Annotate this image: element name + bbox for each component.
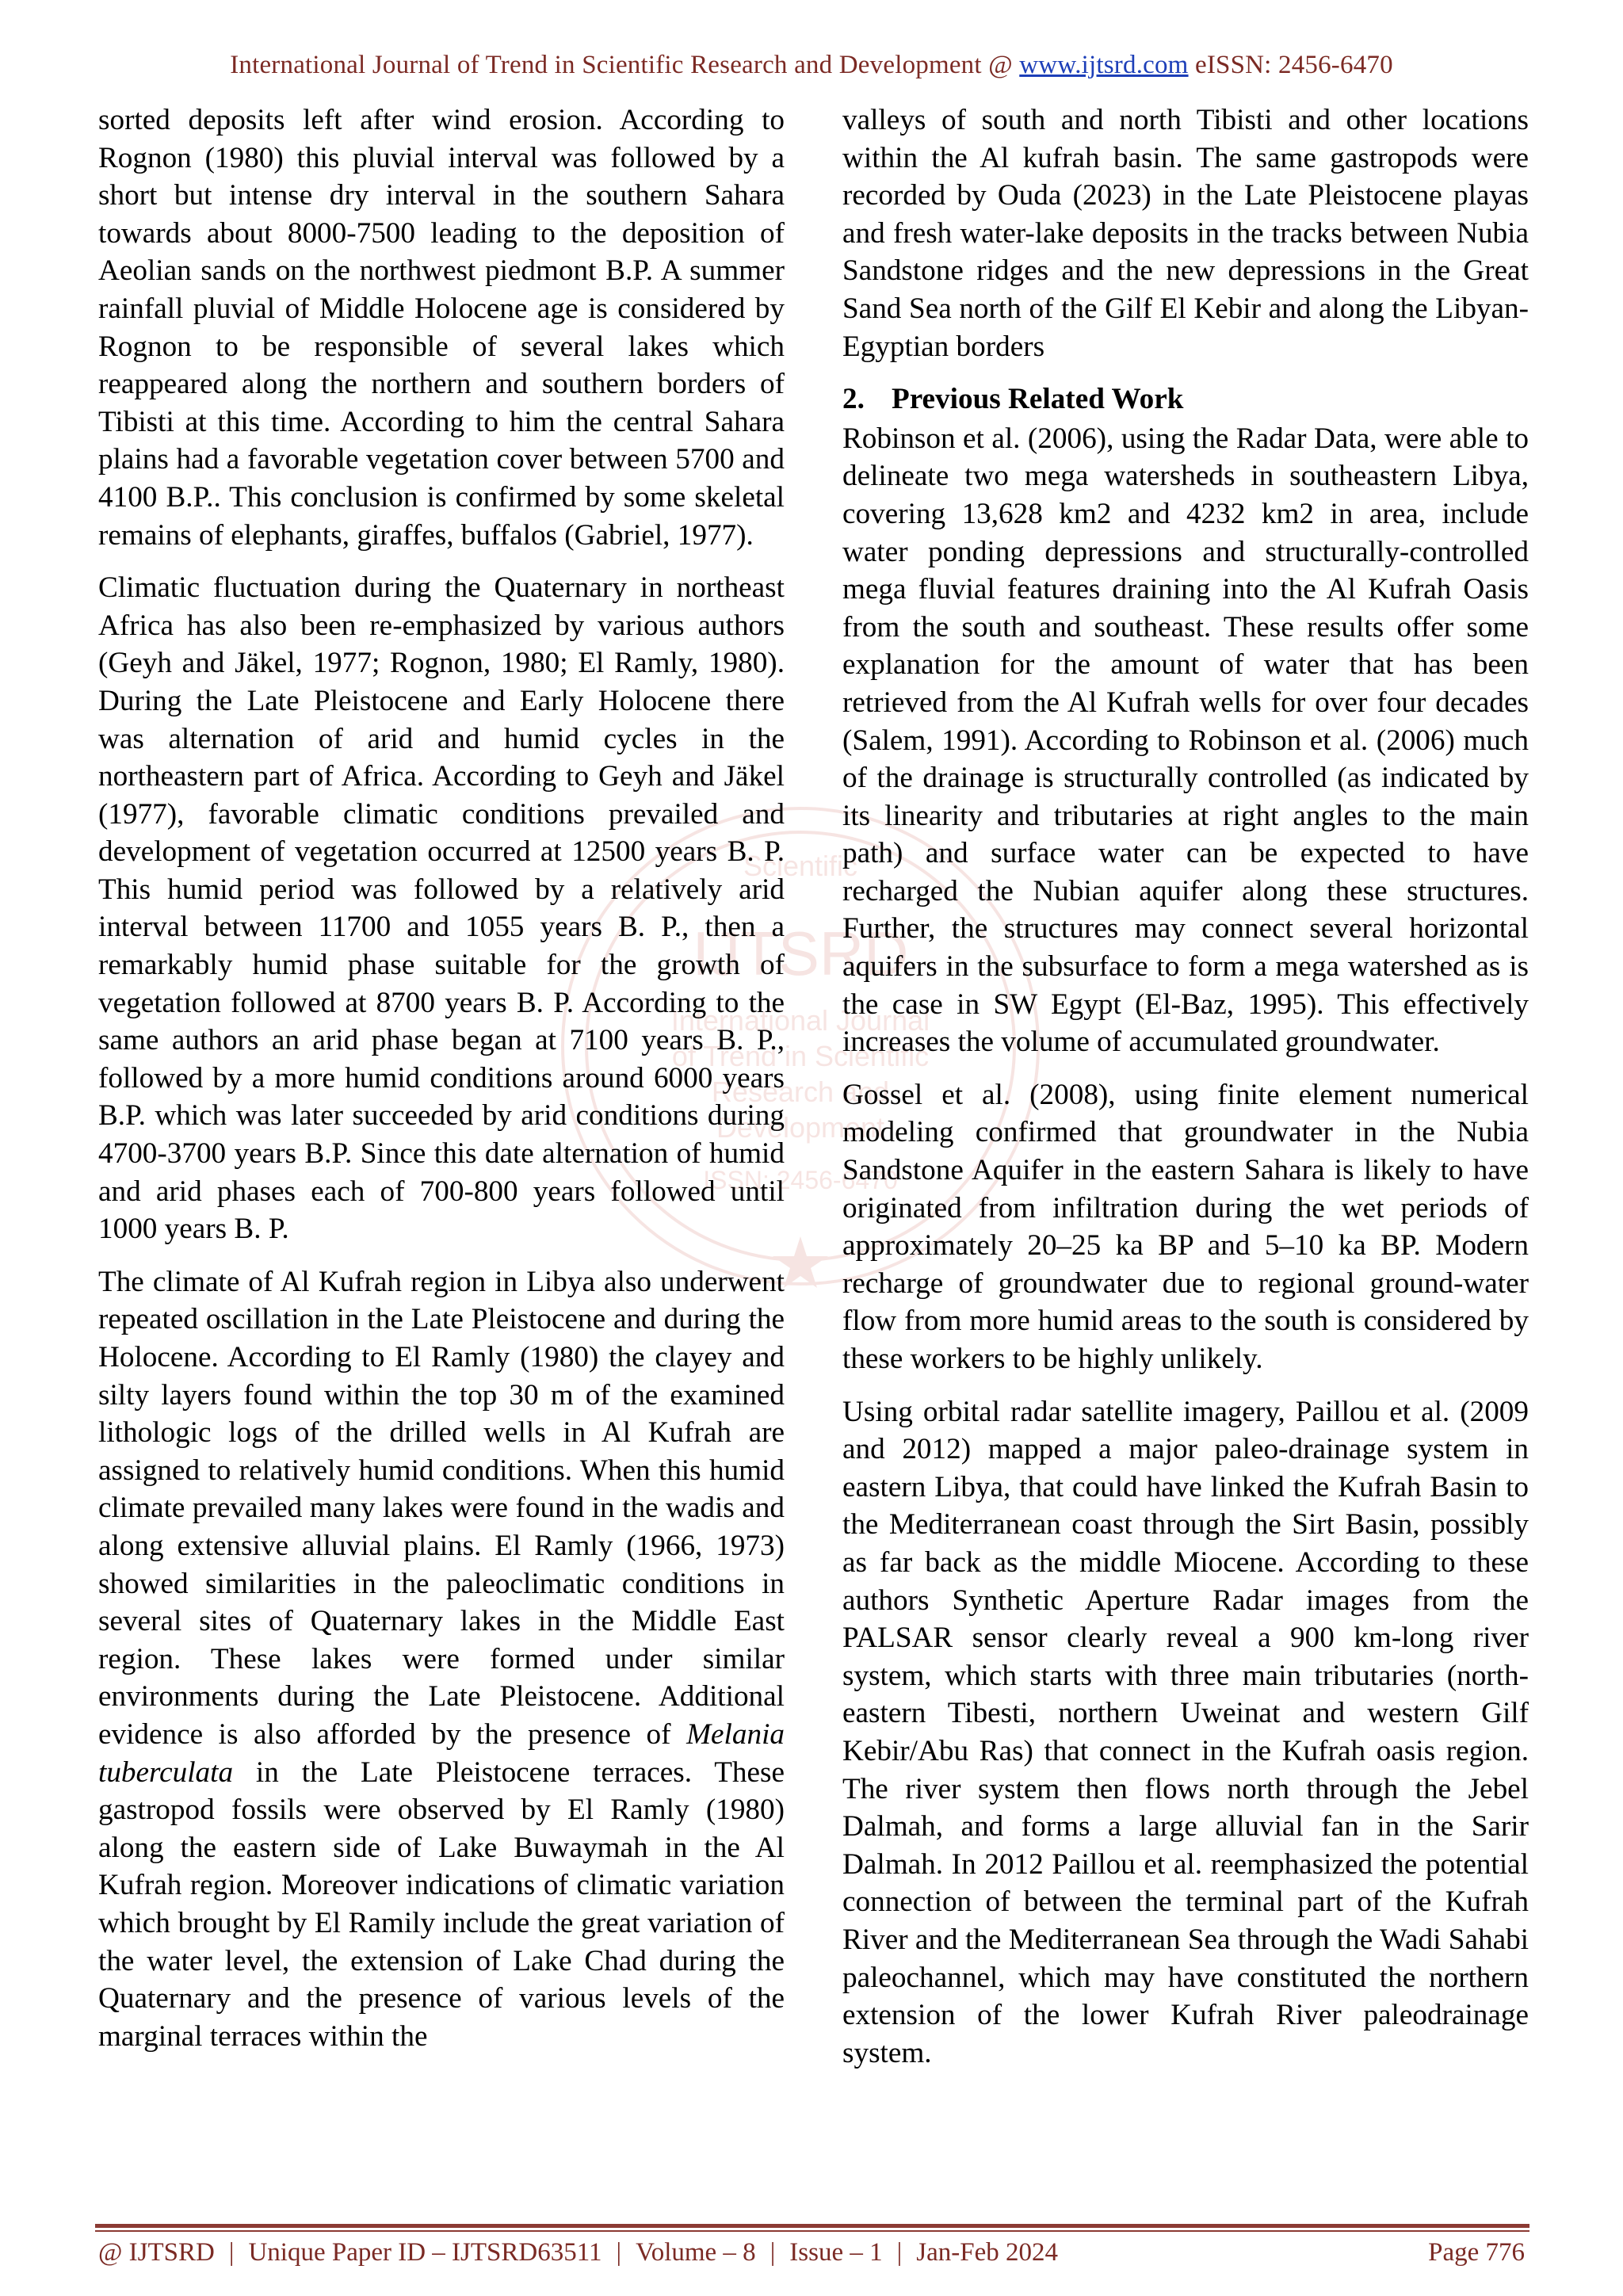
left-paragraph-3-end: in the Late Pleistocene terraces. These gastropod fossils were observed by El Ramly (1980) along the eastern side of Lake Buwaymah in the Al Kufrah region. Moreover indications of climatic variation which brought by El Ramily include the great variation of the water level, the extension of Lake Chad during the Quaternary and the presence of various levels of the marginal terraces within the bbox=[98, 1755, 785, 2053]
footer-separator: | bbox=[228, 2238, 235, 2267]
journal-name: International Journal of Trend in Scientific Research and Development @ bbox=[230, 51, 1020, 79]
right-paragraph-1: valleys of south and north Tibisti and other locations within the Al kufrah basin. The same gastropods were recorded by Ouda (2023) in the Late Pleistocene playas and fresh water-lake deposits in the tracks between Nubia Sandstone ridges and the new depressions in the Great Sand Sea north of the Gilf El Kebir and along the Libyan-Egyptian borders bbox=[842, 104, 1529, 363]
watermark-line-1: International Journal bbox=[670, 1004, 930, 1037]
footer-separator: | bbox=[616, 2238, 622, 2267]
footer-left bbox=[98, 2238, 1058, 2267]
left-column bbox=[98, 101, 785, 2070]
footer-paper-id: Unique Paper ID – IJTSRD63511 bbox=[248, 2238, 602, 2267]
journal-url-link[interactable]: www.ijtsrd.com bbox=[1019, 51, 1189, 79]
footer-page-number: Page 776 bbox=[1428, 2238, 1525, 2267]
journal-issn: eISSN: 2456-6470 bbox=[1188, 51, 1393, 79]
running-header bbox=[0, 51, 1623, 80]
left-paragraph-1: sorted deposits left after wind erosion. According to Rognon (1980) this pluvial interval was followed by a short but intense dry interval in the southern Sahara towards about 8000-7500 leading to the deposition of Aeolian sands on the northwest piedmont B.P. A summer rainfall pluvial of Middle Holocene age is considered by Rognon to be responsible of several lakes which reappeared along the northern and southern borders of Tibisti at this time. According to him the central Sahara plains had a favorable vegetation cover between 5700 and 4100 B.P.. This conclusion is confirmed by some skeletal remains of elephants, giraffes, buffalos (Gabriel, 1977). bbox=[98, 104, 785, 552]
species-name: Melania tuberculata bbox=[98, 1717, 785, 1789]
footer bbox=[98, 2238, 1525, 2267]
section-heading bbox=[842, 380, 1529, 418]
left-paragraph-3-start: The climate of Al Kufrah region in Libya also underwent repeated oscillation in the Late Pleistocene and during the Holocene. According to El Ramly (1980) the clayey and silty layers found within the top 30 m of the examined lithologic logs of the drilled wells in Al Kufrah are assigned to relatively humid conditions. When this humid climate prevailed many lakes were found in the wadis and along extensive alluvial plains. El Ramly (1966, 1973) showed similarities in the paleoclimatic conditions in several sites of Quaternary lakes in the Middle East region. These lakes were formed under similar environments during the Late Pleistocene. Additional evidence is also afforded by the presence of bbox=[98, 1265, 785, 1751]
watermark-top-text: Scientific bbox=[743, 850, 858, 882]
right-column bbox=[842, 101, 1529, 2087]
footer-rule-thin bbox=[95, 2230, 1529, 2232]
footer-rule-thick bbox=[95, 2224, 1529, 2228]
watermark-issn: ISSN: 2456-6470 bbox=[703, 1166, 898, 1194]
right-paragraph-4: Using orbital radar satellite imagery, Paillou et al. (2009 and 2012) mapped a major paleo-drainage system in eastern Libya, that could have linked the Kufrah Basin to the Mediterranean coast through the Sirt Basin, possibly as far back as the middle Miocene. According to these authors Synthetic Aperture Radar images from the PALSAR sensor clearly reveal a 900 km-long river system, which starts with three main tributaries (north-eastern Tibesti, northern Uweinat and western Gilf Kebir/Abu Ras) that connect in the Kufrah oasis region. The river system then flows north through the Jebel Dalmah, and forms a large alluvial fan in the Sarir Dalmah. In 2012 Paillou et al. reemphasized the potential connection of between the terminal part of the Kufrah River and the Mediterranean Sea through the Wadi Sahabi paleochannel, which may have constituted the northern extension of the lower Kufrah River paleodrainage system. bbox=[842, 1395, 1529, 2069]
footer-date: Jan-Feb 2024 bbox=[916, 2238, 1058, 2267]
watermark-line-2: of Trend in Scientific bbox=[671, 1040, 930, 1072]
footer-separator: | bbox=[896, 2238, 903, 2267]
left-paragraph-2: Climatic fluctuation during the Quaternary in northeast Africa has also been re-emphasized by various authors (Geyh and Jäkel, 1977; Rognon, 1980; El Ramly, 1980). During the Late Pleistocene and Early Holocene there was alternation of arid and humid cycles in the northeastern part of Africa. According to Geyh and Jäkel (1977), favorable climatic conditions prevailed and development of vegetation occurred at 12500 years B. P. This humid period was followed by a relatively arid interval between 11700 and 1055 years B. P., then a remarkably humid phase suitable for the growth of vegetation followed at 8700 years B. P. According to the same authors an arid phase began at 7100 years B. P., followed by a more humid conditions around 6000 years B.P. which was later succeeded by arid conditions during 4700-3700 years B.P. Since this date alternation of humid and arid phases each of 700-800 years followed until 1000 years B. P. bbox=[98, 571, 785, 1246]
footer-volume: Volume – 8 bbox=[636, 2238, 756, 2267]
footer-separator: | bbox=[769, 2238, 776, 2267]
watermark-center-text: IJTSRD bbox=[692, 919, 909, 988]
left-paragraph-3 bbox=[98, 1263, 785, 2055]
section-number: 2. bbox=[842, 383, 865, 416]
watermark-line-3: Research and bbox=[711, 1075, 890, 1108]
footer-journal: @ IJTSRD bbox=[98, 2238, 215, 2267]
right-paragraph-3: Gossel et al. (2008), using finite element numerical modeling confirmed that groundwater in the Nubia Sandstone Aquifer in the eastern Sahara is likely to have originated from infiltration during the wet periods of approximately 20–25 ka BP and 5–10 ka BP. Modern recharge of groundwater due to regional ground-water flow from more humid areas to the south is considered by these workers to be highly unlikely. bbox=[842, 1078, 1529, 1375]
watermark-line-4: Development bbox=[716, 1111, 885, 1144]
footer-issue: Issue – 1 bbox=[789, 2238, 883, 2267]
right-paragraph-2: Robinson et al. (2006), using the Radar Data, were able to delineate two mega watersheds in southeastern Libya, covering 13,628 km2 and 4232 km2 in area, include water ponding depressions and structurally-controlled mega fluvial features draining into the Al Kufrah Oasis from the south and southeast. These results offer some explanation for the amount of water that has been retrieved from the Al Kufrah wells for over four decades (Salem, 1991). According to Robinson et al. (2006) much of the drainage is structurally controlled (as indicated by its linearity and tributaries at right angles to the main path) and surface water can be expected to have recharged the Nubian aquifer along these structures. Further, the structures may connect several horizontal aquifers in the subsurface to form a mega watershed as is the case in SW Egypt (El-Baz, 1995). This effectively increases the volume of accumulated groundwater. bbox=[842, 422, 1529, 1059]
section-title: Previous Related Work bbox=[892, 383, 1184, 416]
